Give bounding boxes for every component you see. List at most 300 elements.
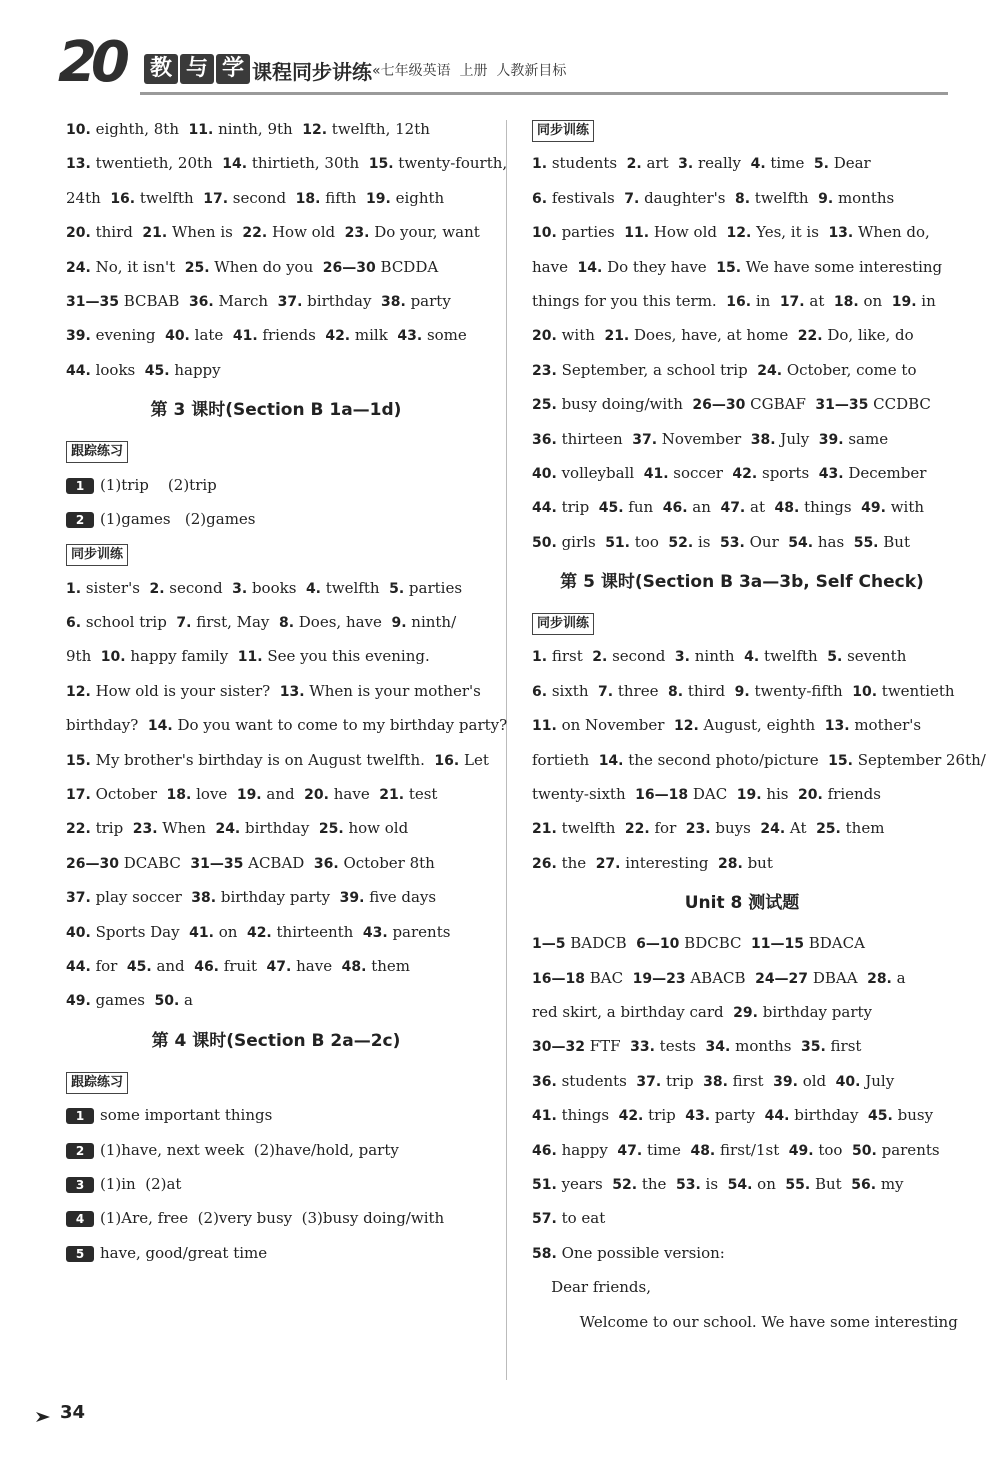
answer-text: twelfth <box>750 188 819 207</box>
answer-line <box>66 146 508 180</box>
answer-text: ACBAD <box>243 853 314 872</box>
question-number: 3. <box>678 156 694 173</box>
answer-line <box>532 1029 952 1063</box>
question-number: 44. <box>66 958 91 975</box>
answer-text: with <box>885 498 925 517</box>
question-number: 2. <box>592 649 608 666</box>
question-number: 28. <box>718 855 743 872</box>
answer-text: When is your mother's <box>304 681 481 700</box>
badge-yu: 与 <box>180 54 214 84</box>
question-number: 47. <box>720 500 746 517</box>
answer-text: See you this evening. <box>262 647 430 666</box>
answer-text: with <box>556 326 605 345</box>
answer-text: October, come to <box>782 360 917 379</box>
answer-text: twentieth, 20th <box>90 154 223 173</box>
answer-text: birthday party <box>757 1002 872 1021</box>
question-number: 44. <box>764 1108 790 1125</box>
question-number: 26. <box>532 855 557 872</box>
answer-text: friends <box>257 326 326 345</box>
question-number: 7. <box>598 683 614 700</box>
answer-text: BCBAB <box>118 291 189 310</box>
question-number: 3. <box>232 580 248 597</box>
answer-line <box>66 215 486 249</box>
answer-text: Yes, it is <box>751 223 829 242</box>
answer-text: parties <box>404 578 463 597</box>
question-number: 13. <box>824 718 850 735</box>
answer-text: DCABC <box>118 853 191 872</box>
answer-line <box>532 926 952 960</box>
question-number: 12. <box>66 683 91 700</box>
answer-text: milk <box>350 326 398 345</box>
question-number: 44. <box>66 362 91 379</box>
question-number: 17. <box>66 787 91 804</box>
question-number: 31—35 <box>190 855 244 872</box>
answer-line <box>66 181 486 215</box>
question-number: 4. <box>750 156 766 173</box>
answer-line <box>532 250 952 284</box>
answer-text: too <box>630 532 669 551</box>
answer-text: have <box>328 785 380 804</box>
answer-text: have <box>291 956 342 975</box>
section-title: 第 5 课时(Section B 3a—3b, Self Check) <box>560 572 924 593</box>
answer-text: We have some interesting <box>741 257 943 276</box>
item-number-badge: 4 <box>66 1211 94 1227</box>
header-rule <box>140 92 948 95</box>
answer-text: party <box>405 291 451 310</box>
question-number: 49. <box>861 500 886 517</box>
answer-text: How old <box>649 223 727 242</box>
answer-text: thirteen <box>556 429 633 448</box>
question-number: 47. <box>617 1142 643 1159</box>
answer-line <box>532 1133 952 1167</box>
question-number: 8. <box>734 190 751 207</box>
answer-text: December <box>843 463 927 482</box>
question-number: 30—32 <box>532 1039 585 1056</box>
answer-text: a <box>891 968 906 987</box>
question-number: 23. <box>132 821 158 838</box>
question-number: 39. <box>818 431 844 448</box>
answer-line <box>66 949 486 983</box>
question-number: 20. <box>532 328 557 345</box>
answer-text: school trip <box>81 613 177 632</box>
question-number: 41. <box>532 1108 557 1125</box>
answer-text: Our <box>744 532 789 551</box>
exercise-tag-row <box>66 433 486 467</box>
question-number: 24—27 <box>755 970 809 987</box>
question-number: 38. <box>703 1073 728 1090</box>
answer-text: twenty-sixth <box>532 785 636 804</box>
answer-text: How old is your sister? <box>90 681 280 700</box>
answer-text: But <box>878 532 910 551</box>
answer-line <box>66 708 508 742</box>
answer-text: Welcome to our school. We have some interesting <box>532 1312 958 1331</box>
question-number: 45. <box>144 362 170 379</box>
answer-line <box>532 525 952 559</box>
answer-line <box>66 112 486 146</box>
answer-text: on <box>858 291 892 310</box>
answer-text: birthday <box>789 1106 869 1125</box>
exercise-tag: 同步训练 <box>66 544 128 566</box>
answer-text: for <box>90 956 127 975</box>
answer-line <box>532 995 952 1029</box>
answer-text: happy <box>556 1140 618 1159</box>
item-number-badge: 1 <box>66 1108 94 1124</box>
question-number: 10. <box>100 649 126 666</box>
answer-text: the second photo/picture <box>623 750 829 769</box>
question-number: 4. <box>744 649 760 666</box>
numbered-answer-line <box>66 1236 486 1270</box>
answer-text: second <box>164 578 233 597</box>
answer-line <box>532 146 952 180</box>
answer-text: for <box>649 819 686 838</box>
answer-text: same <box>843 429 889 448</box>
answer-text: Does, have, at home <box>629 326 798 345</box>
question-number: 13. <box>66 156 91 173</box>
question-number: 41. <box>232 328 258 345</box>
answer-text: BDCBC <box>679 934 752 953</box>
answer-text: in <box>751 291 780 310</box>
answer-text: on November <box>556 716 674 735</box>
answer-text: August, eighth <box>698 716 825 735</box>
answer-text: at <box>804 291 834 310</box>
answer-text: games <box>90 991 155 1010</box>
question-number: 42. <box>246 924 272 941</box>
question-number: 43. <box>362 924 388 941</box>
answer-text: my <box>876 1174 904 1193</box>
answer-line <box>532 846 952 880</box>
question-number: 24. <box>66 259 91 276</box>
question-number: 49. <box>66 993 91 1010</box>
answer-text: third <box>90 223 143 242</box>
answer-text: an <box>687 498 721 517</box>
question-number: 23. <box>532 362 557 379</box>
exercise-tag-row <box>532 112 952 146</box>
answer-text: Does, have <box>294 613 392 632</box>
answer-text: parents <box>876 1140 940 1159</box>
answer-text: party <box>710 1106 765 1125</box>
answer-text: at <box>745 498 775 517</box>
answer-text: October <box>90 785 167 804</box>
question-number: 55. <box>785 1176 811 1193</box>
question-number: 55. <box>853 534 879 551</box>
question-number: 34. <box>705 1039 731 1056</box>
answer-text: daughter's <box>639 188 735 207</box>
answer-line <box>532 1098 952 1132</box>
answer-text: When do, <box>853 223 930 242</box>
course-title: 课程同步讲练 <box>252 60 372 84</box>
answer-text: One possible version: <box>556 1243 725 1262</box>
answer-line <box>66 811 486 845</box>
question-number: 29. <box>733 1004 758 1021</box>
question-number: 38. <box>191 890 217 907</box>
grade-info: «七年级英语 上册 人教新目标 <box>372 63 567 79</box>
answer-line <box>532 490 952 524</box>
answer-text: fun <box>623 498 663 517</box>
answer-line <box>532 387 952 421</box>
answer-text: twenty-fifth <box>749 681 853 700</box>
question-number: 17. <box>779 293 805 310</box>
answer-text: ninth <box>689 647 745 666</box>
answer-text: red skirt, a birthday card <box>532 1002 734 1021</box>
badge-jiao: 教 <box>144 54 178 84</box>
answer-text: twelfth <box>135 188 204 207</box>
answer-line <box>66 353 486 387</box>
badge-xue: 学 <box>216 54 250 84</box>
answer-line <box>532 961 952 995</box>
question-number: 33. <box>630 1039 655 1056</box>
question-number: 42. <box>618 1108 644 1125</box>
answer-text: three <box>613 681 668 700</box>
answer-text: tests <box>654 1037 706 1056</box>
question-number: 50. <box>532 534 557 551</box>
answer-text: them <box>840 819 885 838</box>
series-logo: 20 <box>58 30 124 95</box>
question-number: 24. <box>760 821 786 838</box>
question-number: 25. <box>318 821 344 838</box>
question-number: 14. <box>577 259 603 276</box>
answer-line <box>532 1201 952 1235</box>
question-number: 16. <box>726 293 752 310</box>
answer-line <box>532 743 986 777</box>
question-number: 48. <box>341 958 367 975</box>
question-number: 38. <box>381 293 406 310</box>
question-number: 35. <box>800 1039 826 1056</box>
answer-text: sports <box>757 463 819 482</box>
question-number: 37. <box>632 431 658 448</box>
question-number: 36. <box>313 855 339 872</box>
answer-text: a <box>179 991 193 1010</box>
question-number: 38. <box>750 431 776 448</box>
item-number-badge: 2 <box>66 512 94 528</box>
question-number: 22. <box>624 821 650 838</box>
answer-line <box>66 639 486 673</box>
question-number: 14. <box>598 752 624 769</box>
answer-text: Sports Day <box>90 922 190 941</box>
question-number: 8. <box>668 683 684 700</box>
answer-text: have, good/great time <box>100 1243 268 1262</box>
answer-line <box>532 811 952 845</box>
answer-text: Let <box>459 750 489 769</box>
answer-text: But <box>810 1174 852 1193</box>
numbered-answer-line <box>66 468 486 502</box>
answer-text: September 26th/ <box>852 750 986 769</box>
question-number: 13. <box>828 225 854 242</box>
question-number: 58. <box>532 1245 557 1262</box>
question-number: 41. <box>189 924 214 941</box>
question-number: 17. <box>203 190 229 207</box>
question-number: 12. <box>302 122 328 138</box>
question-number: 5. <box>813 156 829 173</box>
answer-text: students <box>547 154 627 173</box>
question-number: 24. <box>215 821 241 838</box>
numbered-answer-line <box>66 1201 486 1235</box>
question-number: 19. <box>891 293 917 310</box>
answer-text: evening <box>90 326 166 345</box>
question-number: 2. <box>149 580 165 597</box>
item-number-badge: 1 <box>66 478 94 494</box>
answer-text: BDACA <box>803 934 865 953</box>
section-title: 第 3 课时(Section B 1a—1d) <box>150 400 402 421</box>
question-number: 52. <box>668 534 694 551</box>
answer-line <box>532 181 952 215</box>
question-number: 9. <box>734 683 750 700</box>
answer-text: time <box>765 154 814 173</box>
answer-line <box>532 1236 952 1270</box>
answer-line <box>66 284 486 318</box>
answer-text: first <box>547 647 593 666</box>
answer-text: twentieth <box>877 681 955 700</box>
question-number: 22. <box>66 821 91 838</box>
question-number: 14. <box>222 156 248 173</box>
answer-text: fortieth <box>532 750 599 769</box>
answer-text: CCDBC <box>868 395 931 414</box>
question-number: 40. <box>532 465 557 482</box>
question-number: 21. <box>142 225 168 242</box>
answer-text: busy doing/with <box>556 395 693 414</box>
section-title: 第 4 课时(Section B 2a—2c) <box>151 1030 401 1051</box>
right-column <box>532 112 986 1339</box>
question-number: 50. <box>154 993 180 1010</box>
answer-text: fifth <box>320 188 366 207</box>
question-number: 7. <box>176 615 192 632</box>
answer-text: Do, like, do <box>822 326 914 345</box>
answer-text: students <box>556 1071 637 1090</box>
question-number: 45. <box>598 500 624 517</box>
answer-line <box>66 743 489 777</box>
answer-line <box>66 880 486 914</box>
answer-line <box>532 456 952 490</box>
exercise-tag-row <box>66 536 486 570</box>
page-header <box>0 0 1000 110</box>
answer-text: September, a school trip <box>556 360 758 379</box>
question-number: 46. <box>532 1142 557 1159</box>
question-number: 6. <box>532 683 548 700</box>
question-number: 40. <box>66 924 91 941</box>
answer-text: Dear friends, <box>532 1278 651 1297</box>
answer-text: sixth <box>547 681 599 700</box>
item-number-badge: 3 <box>66 1177 94 1193</box>
answer-line <box>532 318 952 352</box>
question-number: 43. <box>397 328 423 345</box>
page-number: 34 <box>60 1402 86 1423</box>
answer-text: eighth, 8th <box>90 120 189 138</box>
answer-text: Do your, want <box>369 223 480 242</box>
question-number: 1—5 <box>532 936 566 953</box>
question-number: 46. <box>662 500 688 517</box>
answer-text: second <box>607 647 675 666</box>
answer-text: how old <box>343 819 409 838</box>
page-arrow-icon <box>36 1410 56 1424</box>
answer-text: birthday? <box>66 716 148 735</box>
question-number: 10. <box>66 122 91 138</box>
question-number: 44. <box>532 500 557 517</box>
answer-line <box>532 1270 952 1304</box>
answer-line <box>66 250 486 284</box>
answer-text: have <box>532 257 578 276</box>
answer-text: really <box>693 154 751 173</box>
question-number: 50. <box>852 1142 877 1159</box>
answer-text: first <box>825 1037 862 1056</box>
answer-text: things <box>556 1106 619 1125</box>
answer-line <box>532 1167 952 1201</box>
answer-text: When <box>157 819 216 838</box>
answer-text: on <box>752 1174 786 1193</box>
answer-text: ninth/ <box>406 613 457 632</box>
question-number: 51. <box>605 534 630 551</box>
question-number: 43. <box>818 465 844 482</box>
answer-text: months <box>833 188 895 207</box>
question-number: 21. <box>532 821 557 838</box>
question-number: 21. <box>604 328 630 345</box>
answer-line <box>532 1064 952 1098</box>
answer-text: trip <box>90 819 133 838</box>
answer-text: second <box>228 188 296 207</box>
exercise-tag-row <box>66 1064 486 1098</box>
question-number: 16. <box>434 752 460 769</box>
question-number: 9. <box>391 615 407 632</box>
answer-text: (1)in (2)at <box>100 1174 182 1193</box>
answer-text: thirtieth, 30th <box>247 154 369 173</box>
answer-text: books <box>247 578 306 597</box>
question-number: 54. <box>788 534 814 551</box>
answer-text: volleyball <box>556 463 644 482</box>
question-number: 19—23 <box>632 970 686 987</box>
answer-text: test <box>404 785 438 804</box>
question-number: 56. <box>851 1176 877 1193</box>
numbered-answer-line <box>66 1133 486 1167</box>
question-number: 36. <box>532 431 557 448</box>
answer-text: but <box>742 853 773 872</box>
answer-text: 9th <box>66 647 101 666</box>
answer-text: months <box>730 1037 801 1056</box>
question-number: 42. <box>325 328 351 345</box>
answer-line <box>66 674 486 708</box>
answer-text: thirteenth <box>271 922 363 941</box>
answer-line <box>532 674 955 708</box>
answer-text: seventh <box>842 647 907 666</box>
item-number-badge: 2 <box>66 1143 94 1159</box>
question-number: 53. <box>720 534 745 551</box>
question-number: 57. <box>532 1211 557 1228</box>
question-number: 18. <box>295 190 321 207</box>
answer-text: to eat <box>556 1209 606 1228</box>
answer-text: birthday party <box>216 888 340 907</box>
answer-text: November <box>657 429 751 448</box>
question-number: 8. <box>278 615 295 632</box>
answer-text: ABACB <box>685 968 756 987</box>
question-number: 27. <box>595 855 621 872</box>
answer-text: some important things <box>100 1106 273 1125</box>
answer-text: in <box>916 291 936 310</box>
answer-text: is <box>700 1174 728 1193</box>
question-number: 14. <box>147 718 173 735</box>
question-number: 41. <box>643 465 669 482</box>
answer-text: trip <box>643 1106 686 1125</box>
answer-line <box>532 777 952 811</box>
answer-text: third <box>683 681 735 700</box>
answer-text: five days <box>364 888 437 907</box>
question-number: 11. <box>532 718 557 735</box>
question-number: 25. <box>816 821 841 838</box>
answer-text: twelfth <box>759 647 828 666</box>
question-number: 25. <box>532 397 557 414</box>
question-number: 46. <box>194 958 220 975</box>
question-number: 6. <box>66 615 82 632</box>
answer-text: At <box>785 819 817 838</box>
question-number: 3. <box>674 649 690 666</box>
answer-line <box>66 915 486 949</box>
question-number: 10. <box>852 683 878 700</box>
